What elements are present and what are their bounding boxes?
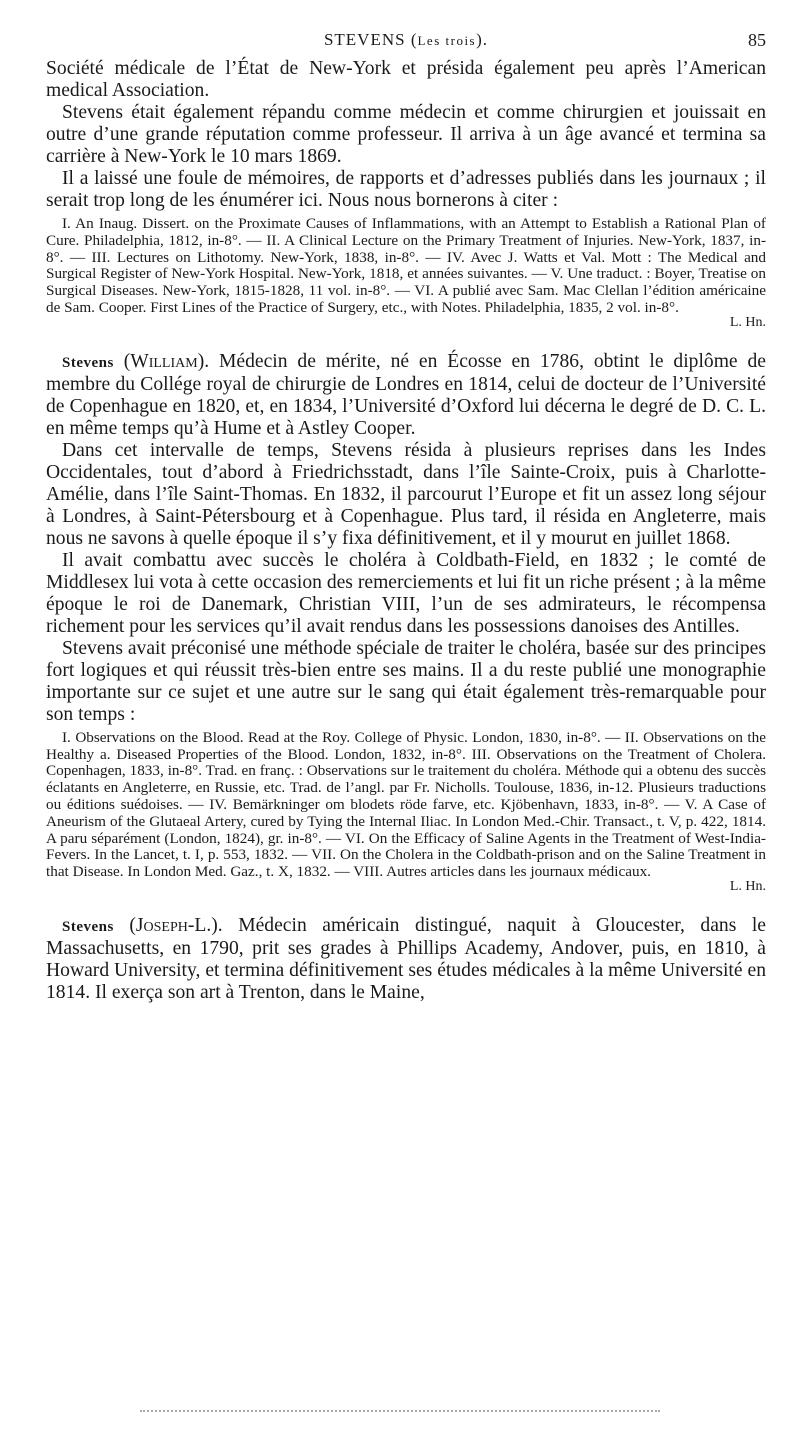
joseph-paragraph-1-text: Médecin américain distingué, naquit à Gloucester, dans le Massachusetts, en 1790, prit ses grades à Phillips Academy, Andover, puis, en 1810, à Howard University, et termina définitivement ses études médicales à la même Université en 1814. Il exerça son art à Trenton, dans le Maine, (46, 914, 766, 1003)
running-title-end: ). (476, 30, 489, 49)
running-head (46, 30, 766, 54)
running-title-main: STEVENS ( (323, 30, 418, 49)
intro-signature: L. Hn. (729, 314, 766, 330)
william-bibliography-text: I. Observations on the Blood. Read at the Roy. College of Physic. London, 1830, in-8°. — II. Observations on the Healthy a. Diseased Properties of the Blood. London, 1832, in-8°. III. Observations on the Treatment of Cholera. Copenhagen, 1833, in-8°. Trad. en franç. : Observations sur le traitement du choléra. Méthode qui a obtenu des succès éclatants en Angleterre, en Russie, etc. Trad. de l’angl. par Fr. Nicholls. Toulouse, 1836, in-12. Plusieurs traductions ou éditions suédoises. — IV. Bemärkninger om blodets röde farve, etc. Kjöbenhavn, 1833, in-8°. — V. A Case of Aneurism of the Glutaeal Artery, cured by Tying the Internal Iliac. In London Med.-Chir. Transact., t. V, p. 422, 1814. A paru séparément (London, 1824), gr. in-8°. — VI. On the Efficacy of Saline Agents in the Treatment of West-India-Fevers. In the Lancet, t. I, p. 553, 1832. — VII. On the Cholera in the Coldbath-prison and on the Saline Treatment in that Disease. In London Med. Gaz., t. X, 1832. — VIII. Autres articles dans les journaux médicaux. (46, 728, 766, 881)
william-paragraph-1 (46, 351, 766, 440)
intro-paragraph-2: Stevens était également répandu comme médecin et comme chirurgien et jouissait en outre d’une grande réputation comme professeur. Il arriva à un âge avancé et termina sa carrière à New-York le 10 mars 1869. (46, 102, 766, 167)
william-bibliography (46, 730, 766, 881)
bottom-bleed-through-line (140, 1410, 660, 1416)
joseph-forename: (Joseph-L.). (129, 914, 223, 936)
william-paragraph-2: Dans cet intervalle de temps, Stevens résida à plusieurs reprises dans les Indes Occidentales, tout d’abord à Friedrichsstadt, dans l’île Sainte-Croix, puis à Charlotte-Amélie, dans l’île Saint-Thomas. En 1832, il parcourut l’Europe et fit un assez long séjour à Londres, à Saint-Pétersbourg et à Copenhague. Plus tard, il résida en Angleterre, mais nous ne savons à quelle époque il s’y fixa définitivement, et il y mourut en juillet 1868. (46, 439, 766, 549)
running-title (46, 30, 766, 50)
intro-paragraph-1: Société médicale de l’État de New-York et présida également peu après l’American medical Association. (46, 58, 766, 101)
william-headword: Stevens (62, 354, 114, 371)
william-paragraph-3: Il avait combattu avec succès le choléra à Coldbath-Field, en 1832 ; le comté de Middlesex lui vota à cette occasion des remerciements et lui fit un riche présent ; à la même époque le roi de Danemark, Christian VIII, l’un de ses admirateurs, le récompensa richement pour les services qu’il avait rendus dans les possessions danoises des Antilles. (46, 549, 766, 637)
page-number: 85 (748, 30, 766, 50)
william-paragraph-4: Stevens avait préconisé une méthode spéciale de traiter le choléra, basée sur des principes fort logiques et qui réussit très-bien entre ses mains. Il a du reste publié une monographie importante sur ce sujet et une autre sur le sang qui était également très-remarquable pour son temps : (46, 637, 766, 725)
entry-stevens-les-trois-continued (46, 58, 766, 331)
joseph-paragraph-1 (46, 915, 766, 1004)
william-forename: (William). (123, 350, 210, 372)
entry-stevens-joseph (46, 915, 766, 1004)
william-paragraph-1-text: Médecin de mérite, né en Écosse en 1786, obtint le diplôme de membre du Collége royal de chirurgie de Londres en 1814, celui de docteur de l’Université de Copenhague en 1820, et, en 1834, l’Université d’Oxford lui décerna le degré de D. C. L. en même temps qu’à Hume et à Astley Cooper. (46, 350, 766, 439)
intro-paragraph-3: Il a laissé une foule de mémoires, de rapports et d’adresses publiés dans les journaux ; il serait trop long de les énumérer ici. Nous nous bornerons à citer : (46, 168, 766, 211)
entry-stevens-william (46, 351, 766, 895)
running-title-smallcaps: Les trois (417, 33, 477, 48)
joseph-headword: Stevens (62, 918, 114, 935)
intro-bibliography-text: I. An Inaug. Dissert. on the Proximate Causes of Inflammations, with an Attempt to Establish a Rational Plan of Cure. Philadelphia, 1812, in-8°. — II. A Clinical Lecture on the Primary Treatment of Injuries. New-York, 1837, in-8°. — III. Lectures on Lithotomy. New-York, 1838, in-8°. — IV. Avec J. Watts et Val. Mott : The Medical and Surgical Register of New-York Hospital. New-York, 1818, et années suivantes. — V. Une traduct. : Boyer, Treatise on Surgical Diseases. New-York, 1815-1828, 11 vol. in-8°. — VI. A publié avec Sam. Mac Clellan l’édition américaine de Sam. Cooper. First Lines of the Practice of Surgery, etc., with Notes. Philadelphia, 1835, 2 vol. in-8°. (46, 215, 766, 316)
william-signature: L. Hn. (729, 878, 766, 894)
intro-bibliography (46, 216, 766, 317)
page (46, 30, 766, 1004)
